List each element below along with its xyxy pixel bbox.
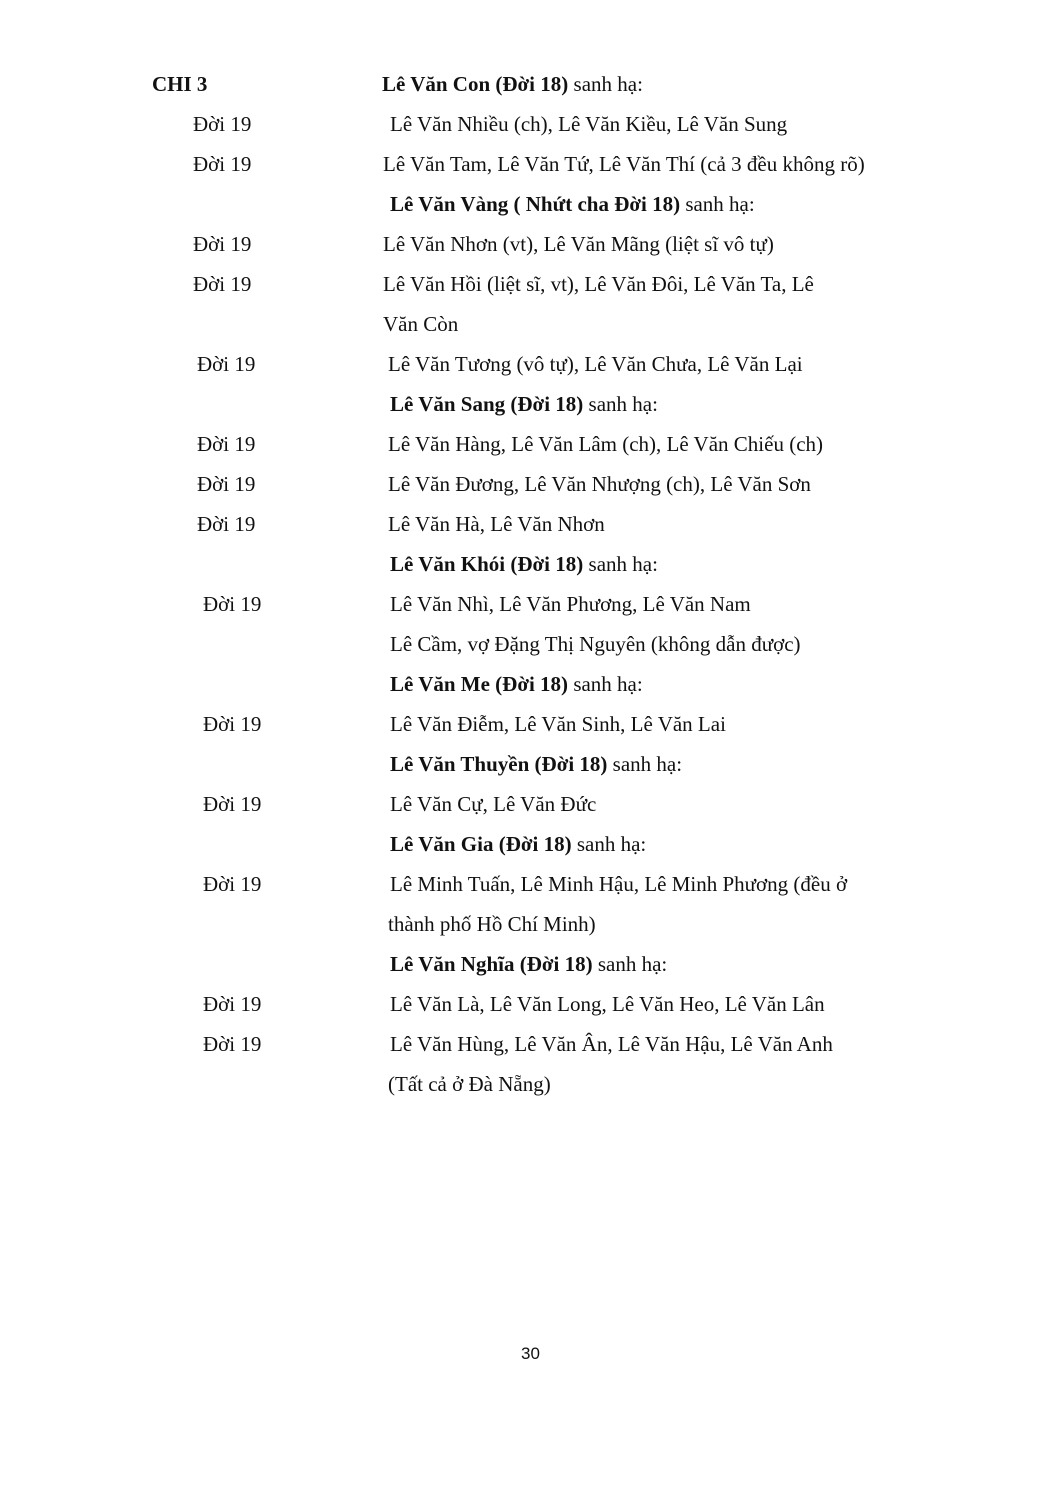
generation-label: Đời 19 [197, 472, 256, 496]
children-list: Lê Cầm, vợ Đặng Thị Nguyên (không dẫn được) [390, 632, 801, 656]
parent-heading: Lê Văn Khói (Đời 18) sanh hạ: [390, 552, 658, 576]
generation-label: Đời 19 [203, 592, 262, 616]
generation-label: Đời 19 [197, 512, 256, 536]
generation-label: Đời 19 [203, 1032, 262, 1056]
parent-heading: Lê Văn Nghĩa (Đời 18) sanh hạ: [390, 952, 668, 976]
children-list: Lê Văn Đương, Lê Văn Nhượng (ch), Lê Văn Sơn [388, 472, 811, 496]
children-list: Lê Văn Cự, Lê Văn Đức [390, 792, 597, 816]
page-number: 30 [521, 1344, 540, 1363]
children-list: Lê Văn Là, Lê Văn Long, Lê Văn Heo, Lê Văn Lân [390, 992, 825, 1016]
parent-heading: Lê Văn Thuyền (Đời 18) sanh hạ: [390, 752, 683, 776]
children-list: Lê Văn Hàng, Lê Văn Lâm (ch), Lê Văn Chiếu (ch) [388, 432, 824, 456]
generation-label: Đời 19 [193, 232, 252, 256]
children-list: Văn Còn [383, 312, 459, 336]
children-list: Lê Văn Hồi (liệt sĩ, vt), Lê Văn Đôi, Lê Văn Ta, Lê [383, 272, 814, 296]
generation-label: Đời 19 [197, 352, 256, 376]
generation-label: Đời 19 [203, 792, 262, 816]
children-list: thành phố Hồ Chí Minh) [388, 912, 596, 936]
parent-heading: Lê Văn Me (Đời 18) sanh hạ: [390, 672, 643, 696]
children-list: Lê Văn Tam, Lê Văn Tứ, Lê Văn Thí (cả 3 đều không rõ) [383, 152, 865, 176]
generation-label: Đời 19 [193, 272, 252, 296]
generation-label: Đời 19 [203, 992, 262, 1016]
generation-label: Đời 19 [193, 152, 252, 176]
children-list: Lê Văn Hà, Lê Văn Nhơn [388, 512, 605, 536]
parent-heading: Lê Văn Sang (Đời 18) sanh hạ: [390, 392, 658, 416]
generation-label: Đời 19 [203, 712, 262, 736]
children-list: Lê Văn Nhơn (vt), Lê Văn Mãng (liệt sĩ vô tự) [383, 232, 774, 256]
parent-heading: Lê Văn Vàng ( Nhứt cha Đời 18) sanh hạ: [390, 192, 755, 216]
generation-label: Đời 19 [203, 872, 262, 896]
parent-heading: Lê Văn Gia (Đời 18) sanh hạ: [390, 832, 647, 856]
generation-label: Đời 19 [193, 112, 252, 136]
parent-heading: Lê Văn Con (Đời 18) sanh hạ: [382, 72, 643, 96]
chi-heading: CHI 3 [152, 72, 208, 96]
children-list: (Tất cả ở Đà Nẵng) [388, 1072, 551, 1096]
children-list: Lê Văn Hùng, Lê Văn Ân, Lê Văn Hậu, Lê Văn Anh [390, 1032, 833, 1056]
children-list: Lê Văn Nhiều (ch), Lê Văn Kiều, Lê Văn Sung [390, 112, 788, 136]
children-list: Lê Văn Nhì, Lê Văn Phương, Lê Văn Nam [390, 592, 751, 616]
children-list: Lê Văn Tương (vô tự), Lê Văn Chưa, Lê Văn Lại [388, 352, 803, 376]
children-list: Lê Văn Điễm, Lê Văn Sinh, Lê Văn Lai [390, 712, 726, 736]
generation-label: Đời 19 [197, 432, 256, 456]
children-list: Lê Minh Tuấn, Lê Minh Hậu, Lê Minh Phương (đều ở [390, 872, 848, 896]
